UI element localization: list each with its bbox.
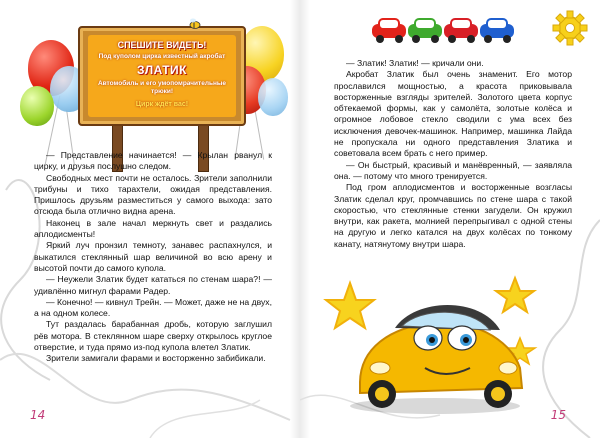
paragraph: — Конечно! — кивнул Трейн. — Может, даже не на двух, а на одном колесе. [34, 296, 272, 319]
page-number-left: 14 [30, 408, 46, 422]
paragraph: Тут раздалась барабанная дробь, которую заглушил рёв мотора. В стеклянном шаре сверху открылось круглое отверстие, и туда прямо из-под купола влетел Златик. [34, 319, 272, 353]
paragraph: — Представление начинается! — Крылан рванул к цирку, и друзья послушно следом. [34, 150, 272, 172]
paragraph: — Златик! Златик! — кричали они. [346, 58, 484, 68]
blue-balloon [258, 78, 288, 116]
circus-sign [70, 18, 250, 168]
sign-subtitle: Под куполом цирка известный акробат [98, 53, 226, 60]
paragraph: — Он быстрый, красивый и манёвренный, — заявляла она. — потому что много тренируется. [334, 159, 572, 181]
sign-description: Автомобиль и его умопомрачительные трюки! [97, 80, 227, 95]
sign-board-inner [88, 35, 236, 117]
red-car-icon [444, 19, 478, 43]
paragraph: Наконец в зале начал меркнуть свет и раздались аплодисменты! [34, 217, 272, 240]
paragraph: Акробат Златик был очень знаменит. Его мотор прославился мощностью, а красота приковывала восторженные взгляды зрителей. Золотого цвета корпус обтекаемой формы, как у самолёта, золотые колёса и огромное лобовое стекло сводили с ума всех без исключения девочек-машинок. Например, машинка Лайда не пропускала ни одного представления Златика и советовала всем брать с него пример. [334, 69, 572, 159]
left-page-text [34, 150, 272, 365]
star-icon [326, 283, 374, 328]
paragraph: Зрители замигали фарами и восторженно забибикали. [46, 353, 266, 364]
sign-title: СПЕШИТЕ ВИДЕТЬ! [117, 40, 207, 50]
red-car-icon [372, 19, 406, 43]
sign-board [78, 26, 246, 126]
paragraph: Яркий луч пронзил темноту, занавес распахнулся, и выкатился стеклянный шар величиной во всю арену и высотой почти до самого купола. [34, 240, 272, 273]
blue-car-icon [480, 19, 514, 43]
right-page [300, 0, 600, 438]
paragraph: Под гром аплодисментов и восторженные возгласы Златик сделал круг, промчавшись по стене шара с такой скоростью, что стеклянные стенки загудели. Он кружил внутри, как ракета, молнией перепрыгивал с одной стены на другую и легко катался на двух колёсах по тонкому канату, натянутому внутри шара. [334, 182, 572, 249]
green-car-icon [408, 19, 442, 43]
golden-car-illustration [320, 268, 550, 418]
paragraph: Свободных мест почти не осталось. Зрители заполнили трибуны и тихо тарахтели, ожидая представления. Пришлось друзьям разместиться у самого выхода: зато отсюда была отлично видна арена. [34, 172, 272, 217]
bee-icon [188, 18, 202, 30]
sign-invitation: Цирк ждёт вас! [135, 101, 189, 108]
gear-icon [550, 8, 590, 48]
cars-strip-illustration [370, 14, 520, 46]
star-icon [496, 278, 534, 312]
right-page-text [334, 58, 572, 250]
sign-performer-name: ЗЛАТИК [137, 63, 187, 77]
page-number-right: 15 [550, 408, 566, 422]
green-balloon [20, 86, 54, 126]
paragraph: — Неужели Златик будет кататься по стенам шара?! — удивлённо мигнул фарами Радер. [34, 274, 272, 296]
